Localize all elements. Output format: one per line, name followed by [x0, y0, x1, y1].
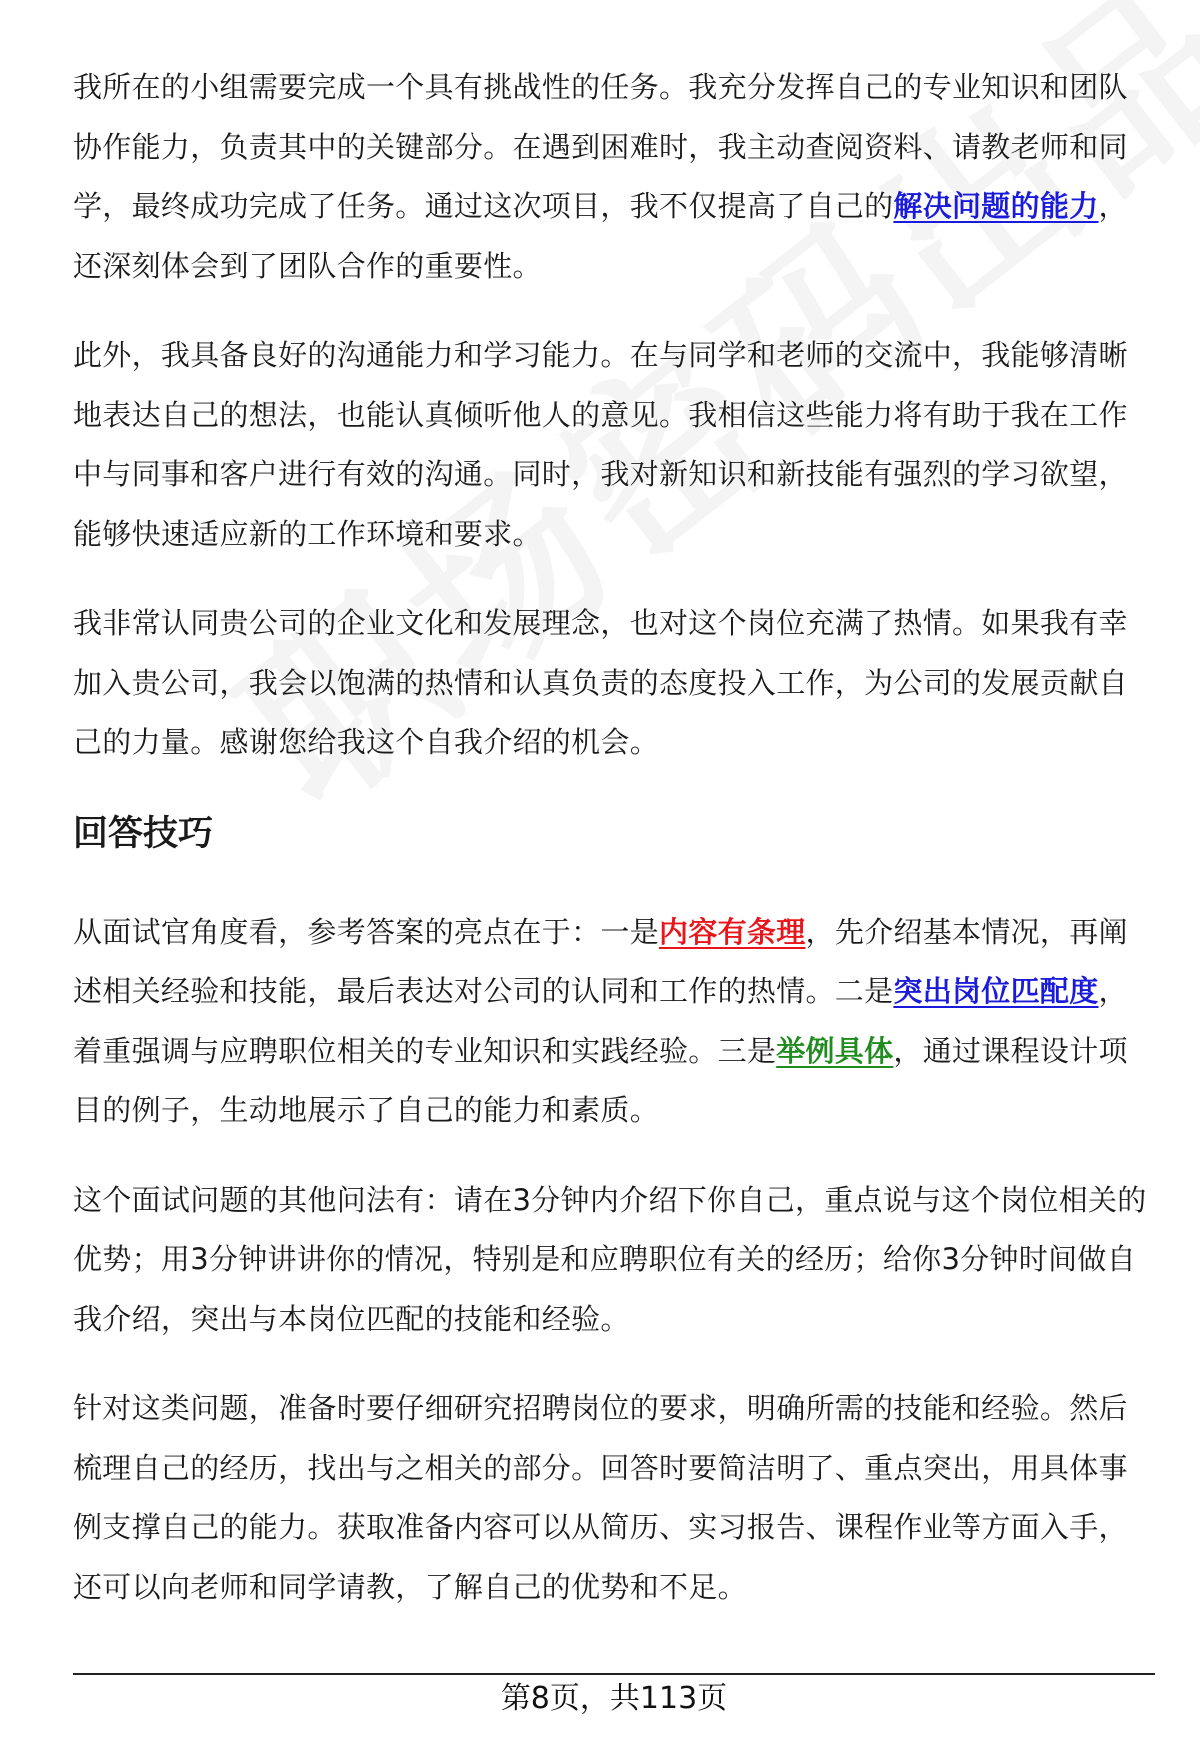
- document-body: [73, 58, 1153, 1647]
- highlight-organized-content: 内容有条理: [659, 914, 806, 949]
- paragraph-text: 我所在的小组需要完成一个具有挑战性的任务。我充分发挥自己的专业知识和团队协作能力，负责其中的关键部分。在遇到困难时，我主动查阅资料、请教老师和同学，最终成功完成了任务。通过这次项目，我不仅提高了自己的: [73, 70, 1128, 223]
- paragraph-preparation-advice: 针对这类问题，准备时要仔细研究招聘岗位的要求，明确所需的技能和经验。然后梳理自己的经历，找出与之相关的部分。回答时要简洁明了、重点突出，用具体事例支撑自己的能力。获取准备内容可以从简历、实习报告、课程作业等方面入手，还可以向老师和同学请教，了解自己的优势和不足。: [73, 1391, 1128, 1604]
- paragraph-tips: [73, 903, 1153, 1141]
- page-number: 第8页，共113页: [500, 1681, 728, 1716]
- paragraph-text: ，还深刻体会到了团队合作的重要性。: [73, 189, 1128, 283]
- paragraph-communication: 此外，我具备良好的沟通能力和学习能力。在与同学和老师的交流中，我能够清晰地表达自己的想法，也能认真倾听他人的意见。我相信这些能力将有助于我在工作中与同事和客户进行有效的沟通。同时，我对新知识和新技能有强烈的学习欲望，能够快速适应新的工作环境和要求。: [73, 338, 1128, 551]
- paragraph-text: ，先介绍基本情况，再阐述相关经验和技能，最后表达对公司的认同和工作的热情。二是: [73, 914, 1128, 1008]
- paragraph-text: ，着重强调与应聘职位相关的专业知识和实践经验。三是: [73, 974, 1128, 1068]
- highlight-problem-solving: 解决问题的能力: [893, 189, 1099, 223]
- section-heading: 回答技巧: [73, 813, 214, 854]
- paragraph-project-experience: [73, 58, 1153, 296]
- footer-divider: [73, 1673, 1155, 1675]
- paragraph-closing: 我非常认同贵公司的企业文化和发展理念，也对这个岗位充满了热情。如果我有幸加入贵公司，我会以饱满的热情和认真负责的态度投入工作，为公司的发展贡献自己的力量。感谢您给我这个自我介绍的机会。: [73, 606, 1128, 759]
- paragraph-text: 从面试官角度看，参考答案的亮点在于：一是: [73, 914, 660, 949]
- paragraph-alternative-questions: 这个面试问题的其他问法有：请在3分钟内介绍下你自己，重点说与这个岗位相关的优势；用3分钟讲讲你的情况，特别是和应聘职位有关的经历；给你3分钟时间做自我介绍，突出与本岗位匹配的技能和经验。: [73, 1182, 1147, 1336]
- highlight-job-match: 突出岗位匹配度: [893, 974, 1099, 1008]
- highlight-concrete-examples: 举例具体: [776, 1033, 894, 1068]
- paragraph-text: ，通过课程设计项目的例子，生动地展示了自己的能力和素质。: [73, 1033, 1128, 1127]
